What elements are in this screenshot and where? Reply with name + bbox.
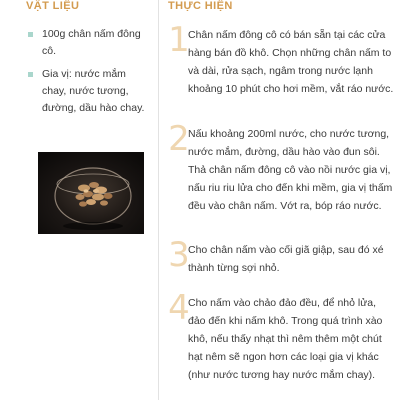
step-2 (168, 119, 394, 215)
ingredient-item (26, 66, 152, 117)
step-number: 1 (168, 20, 190, 60)
ingredient-text: 100g chân nấm đông cô. (42, 28, 141, 57)
step-text: Cho chân nấm vào cối giã giập, sau đó xé thành từng sợi nhỏ. (188, 244, 384, 274)
step-1 (168, 20, 394, 98)
mushroom-bowl-photo (38, 152, 144, 234)
step-number: 4 (168, 288, 190, 328)
square-bullet-icon (28, 32, 33, 37)
column-divider (158, 0, 159, 400)
step-text: Cho nấm vào chảo đảo đều, để nhỏ lửa, đảo đến khi nấm khô. Trong quá trình xào khô, nếu thấy nhạt thì nêm thêm một chút hạt nêm sẽ ngon hơn các loại gia vị khác (như nước tương hay nước mắm chay). (188, 297, 383, 381)
steps-heading: THỰC HIỆN (168, 0, 233, 12)
step-4 (168, 288, 394, 384)
step-text: Chân nấm đông cô có bán sẵn tại các cửa hàng bán đồ khô. Chọn những chân nấm to và dài, rửa sạch, ngâm trong nước lạnh khoảng 10 phút cho hơi mềm, vắt ráo nước. (188, 29, 394, 95)
step-3 (168, 235, 394, 277)
step-number: 2 (168, 119, 190, 159)
ingredient-text: Gia vị: nước mắm chay, nước tương, đường, dầu hào chay. (42, 68, 145, 114)
step-number: 3 (168, 235, 190, 275)
ingredient-item (26, 26, 152, 60)
step-text: Nấu khoảng 200ml nước, cho nước tương, nước mắm, đường, dầu hào vào đun sôi. Thả chân nấm đông cô vào nồi nước gia vị, nấu riu riu lửa cho đến khi mềm, gia vị thấm đều vào chân nấm. Vớt ra, bóp ráo nước. (188, 128, 393, 212)
ingredients-heading: VẬT LIỆU (26, 0, 80, 12)
ingredient-list (26, 26, 152, 123)
square-bullet-icon (28, 72, 33, 77)
